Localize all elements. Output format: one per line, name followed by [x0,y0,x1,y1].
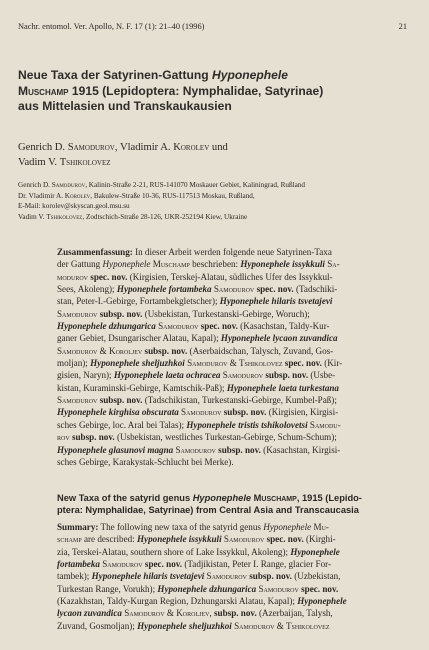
text-line: schamp are described: Hyponephele issykkuli Samodurov spec. nov. (Kirghi- [57,534,336,545]
author-line-1: Genrich D. Samodurov, Vladimir A. Korolev und [18,142,228,153]
text-line: tambek); Hyponephele hilaris tsvetajevi Samodurov subsp. nov. (Uzbekistan, [57,571,341,582]
text-line: lycaon zuvandica Samodurov & Koroljev, subsp. nov. (Azerbaijan, Talysh, [57,608,333,619]
text-line: gisien, Naryn); Hyponephele laeta ochracea Samodurov subsp. nov. (Usbe- [57,370,336,381]
text-line: moljan); Hyponephele sheljuzhkoi Samodurov & Tshikolovez spec. nov. (Kir- [57,358,343,369]
text-line: Samodurov subsp. nov. (Tadschikistan, Turkestanski-Gebirge, Kumbel-Paß); [57,395,337,406]
english-title-line-1: New Taxa of the satyrid genus Hyponephele Muschamp, 1915 (Lepido- [57,493,362,503]
text-line: sches Gebirge, Karakystak-Schlucht bei Merke). [57,456,234,467]
text-line: Zuvand, Gosmoljan); Hyponephele sheljuzhkoi Samodurov & Tshikolovez [57,620,330,631]
english-title [57,492,409,517]
text-line: fortambeka Samodurov spec. nov. (Tadjikistan, Peter I. Range, glacier For- [57,559,331,570]
text-line: Samodurov & Koroljev subsp. nov. (Aserbaidschan, Talysch, Zuvand, Gos- [57,345,334,356]
page-number: 21 [398,22,407,31]
author-list [18,140,228,170]
title-line-1: Neue Taxa der Satyrinen-Gattung Hyponephele [18,68,288,82]
text-line: (Kazakhstan, Taldy-Kurgan Region, Dzhungarski Alatau, Kapal); Hyponephele [57,596,347,607]
text-line: modurov spec. nov. (Kirgisien, Terskej-Alatau, südliches Ufer des Issykkul- [57,271,333,282]
text-line: Turkestan Range, Vorukh); Hyponephele dzhungarica Samodurov spec. nov. [57,583,339,594]
text-line: ganer Gebiet, Dsungarischer Alatau, Kapal); Hyponephele lycaon zuvandica [57,333,338,344]
text-line: Zusammenfassung: In dieser Arbeit werden folgende neue Satyrinen-Taxa [57,247,332,257]
address-line-2: Dr. Vladimir A. Korolev, Bakulew-Straße 10-36, RUS-117513 Moskau, Rußland, [18,191,255,200]
text-line: Samodurov subsp. nov. (Usbekistan, Turkestanski-Gebirge, Woruch); [57,308,310,319]
text-line: kistan, Kuraminski-Gebirge, Kamtschik-Paß); Hyponephele laeta turkestana [57,382,339,393]
genus-name: Hyponephele [212,68,288,82]
journal-citation: Nachr. entomol. Ver. Apollo, N. F. 17 (1): 21–40 (1996) [18,22,205,31]
address-line-1: Genrich D. Samodurov, Kalinin-Straße 2-21, RUS-141070 Moskauer Gebiet, Kaliningrad, Rußland [18,181,305,189]
author-name: Muschamp [18,83,69,98]
text-line: Summary: The following new taxa of the satyrid genus Hyponephele Mu- [57,522,329,532]
address-line-3: Vadim V. Tshikolovez, Zodtschich-Straße 28-126, UKR-252194 Kiew, Ukraine [18,212,248,221]
text-line: Hyponephele kirghisa obscurata Samodurov subsp. nov. (Kirgisien, Kirgisi- [57,407,339,418]
text-line: Sees, Akoleng); Hyponephele fortambeka Samodurov spec. nov. (Tadschiki- [57,284,338,295]
english-title-line-2: ptera: Nymphalidae, Satyrinae) from Central Asia and Transcaucasia [57,505,359,516]
title-line-2: Muschamp 1915 (Lepidoptera: Nymphalidae, Satyrinae) [18,83,324,98]
text-line: Hyponephele glasunovi magna Samodurov subsp. nov. (Kasachstan, Kirgisi- [57,444,341,455]
article-title [18,68,410,115]
author-line-2: Vadim V. Tshikolovez [18,157,111,168]
text-line: Hyponephele dzhungarica Samodurov spec. nov. (Kasachstan, Taldy-Kur- [57,321,330,332]
text-line: der Gattung Hyponephele Muschamp beschrieben: Hyponephele issykkuli Sa- [57,259,340,270]
abstract-english [57,521,409,632]
text-line: rov subsp. nov. (Usbekistan, westliches Turkestan-Gebirge, Schum-Schum); [57,432,337,443]
text-line: stan, Peter-I.-Gebirge, Fortambekgletscher); Hyponephele hilaris tsvetajevi [57,296,333,307]
author-addresses [18,180,410,222]
abstract-german [57,246,409,468]
title-line-3: aus Mittelasien und Transkaukausien [18,99,232,113]
running-header [18,22,407,31]
text-line: sches Gebirge, loc. Aral bei Talas); Hyponephele tristis tshikolovetsi Samodu- [57,419,341,430]
text-line: zia, Terskei-Alatau, southern shore of Lake Issykkul, Akoleng); Hyponephele [57,546,340,557]
email-line: E-Mail: korolev@skyscan.geol.msu.su [18,202,130,211]
